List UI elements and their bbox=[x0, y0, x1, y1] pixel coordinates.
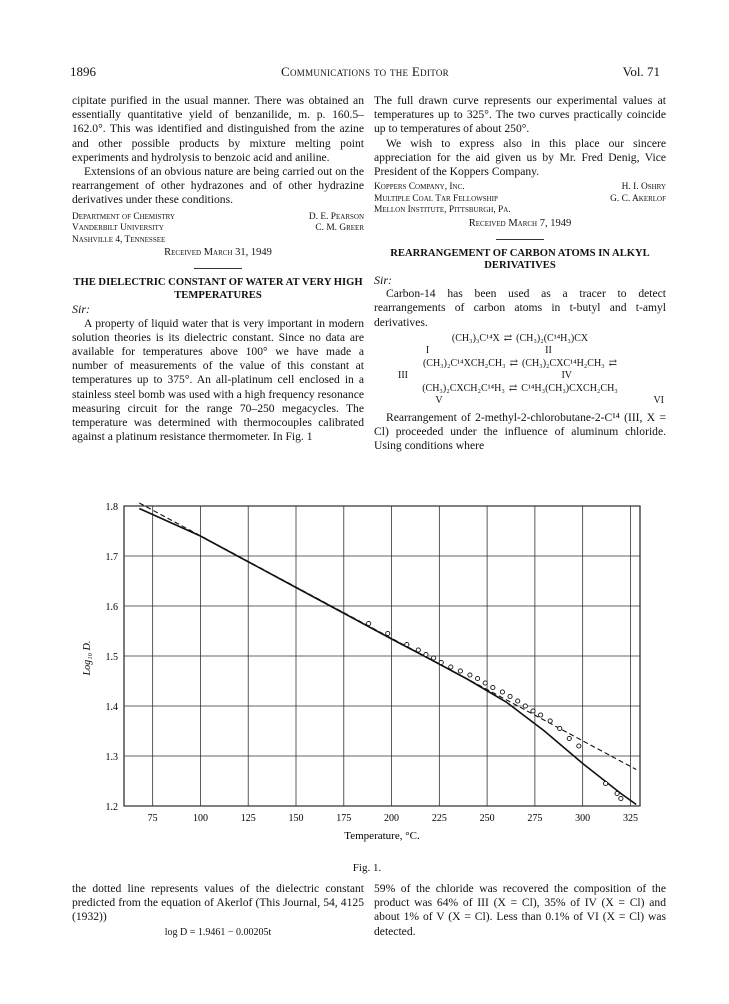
x-tick-label: 75 bbox=[147, 813, 158, 824]
y-tick-label: 1.4 bbox=[105, 702, 118, 713]
x-tick-label: 175 bbox=[336, 813, 352, 824]
x-tick-label: 200 bbox=[384, 813, 400, 824]
paragraph: The full drawn curve represents our experimental values at temperatures up to 325°. The two curves practically coincide up to temperatures of about 250°. bbox=[374, 94, 666, 136]
data-point bbox=[468, 673, 472, 677]
author-name: H. I. Oshry bbox=[621, 182, 666, 193]
data-point bbox=[539, 713, 543, 717]
equation: log D = 1.9461 − 0.00205t bbox=[164, 926, 272, 938]
received-date: Received March 7, 1949 bbox=[468, 217, 572, 229]
equation-labels bbox=[374, 395, 666, 408]
figure-caption: Fig. 1. bbox=[352, 862, 382, 874]
page-number: 1896 bbox=[70, 64, 96, 79]
paragraph: Rearrangement of 2-methyl-2-chlorobutane-2-C¹⁴ (III, X = Cl) proceeded under the influence of aluminum chloride. Using conditions where bbox=[374, 410, 666, 453]
y-tick-label: 1.6 bbox=[105, 602, 118, 613]
affiliation: Vanderbilt University bbox=[72, 223, 164, 234]
equation-row bbox=[374, 333, 666, 346]
affiliation: Nashville 4, Tennessee bbox=[72, 234, 166, 245]
article-title: THE DIELECTRIC CONSTANT OF WATER AT VERY HIGH TEMPERATURES bbox=[73, 277, 363, 301]
paragraph: Extensions of an obvious nature are being carried out on the rearrangement of other hydrazones and of other hydrazine derivatives under these conditions. bbox=[72, 165, 364, 207]
y-tick-label: 1.3 bbox=[105, 752, 118, 763]
paragraph: A property of liquid water that is very important in modern solution theories is its dielectric constant. Since no data are available for temperatures above 100° we have made a number of measurements of the value of this constant at temperatures up to 375°. An all-platinum cell enclosed in a stainless steel bomb was used with a high frequency resonance measuring circuit for the range 70–250 megacycles. The temperature was determined with thermocouples calibrated against a platinum resistance thermometer. In Fig. 1 bbox=[72, 316, 364, 444]
reaction-scheme bbox=[374, 333, 666, 408]
formula: (CH₃)₂CXCH₂C¹⁴H₃ bbox=[422, 382, 505, 394]
y-tick-label: 1.7 bbox=[105, 552, 118, 563]
data-point bbox=[500, 690, 504, 694]
equation-row bbox=[374, 383, 666, 396]
equilibrium-arrow-icon: ⇄ bbox=[503, 332, 513, 344]
received-date: Received March 31, 1949 bbox=[164, 247, 272, 259]
author-name: D. E. Pearson bbox=[308, 211, 364, 222]
data-point bbox=[449, 665, 453, 669]
x-tick-label: 250 bbox=[479, 813, 495, 824]
divider bbox=[496, 239, 544, 240]
data-point bbox=[523, 704, 527, 708]
compound-label: III bbox=[398, 370, 408, 382]
data-point bbox=[615, 791, 619, 795]
y-tick-label: 1.8 bbox=[105, 502, 118, 513]
x-tick-label: 225 bbox=[431, 813, 447, 824]
data-point bbox=[577, 744, 581, 748]
compound-label: I bbox=[425, 345, 430, 357]
paragraph: Carbon-14 has been used as a tracer to detect rearrangements of carbon atoms in t-butyl and t-amyl derivatives. bbox=[374, 287, 666, 329]
data-point bbox=[516, 699, 520, 703]
data-point bbox=[604, 781, 608, 785]
volume: Vol. 71 bbox=[622, 64, 660, 79]
signature-line bbox=[72, 235, 364, 247]
y-axis-label: Log₁₀ D. bbox=[82, 640, 93, 676]
data-point bbox=[475, 676, 479, 680]
data-point bbox=[386, 631, 390, 635]
data-point bbox=[558, 726, 562, 730]
x-tick-label: 275 bbox=[527, 813, 543, 824]
paragraph: the dotted line represents values of the dielectric constant predicted from the equation of Akerlof (This Journal, 54, 4125 (1932)) bbox=[72, 882, 364, 924]
data-point bbox=[439, 660, 443, 664]
formula: (CH₃)₃C¹⁴X bbox=[451, 332, 500, 344]
data-point bbox=[458, 669, 462, 673]
x-tick-label: 150 bbox=[288, 813, 304, 824]
affiliation: Mellon Institute, Pittsburgh, Pa. bbox=[374, 205, 511, 216]
x-tick-labels bbox=[148, 813, 638, 824]
equilibrium-arrow-icon: ⇄ bbox=[608, 357, 618, 369]
signature-line bbox=[374, 194, 666, 206]
affiliation: Koppers Company, Inc. bbox=[374, 182, 465, 193]
author-name: G. C. Akerlof bbox=[610, 193, 666, 204]
compound-label: V bbox=[435, 395, 443, 407]
signature-line bbox=[374, 205, 666, 217]
compound-label: VI bbox=[653, 395, 664, 407]
formula: (CH₃)₂CXC¹⁴H₂CH₃ bbox=[522, 357, 605, 369]
paragraph: We wish to express also in this place our sincere appreciation for the aid given us by Mr. Fred Denig, Vice President of the Koppers Company. bbox=[374, 136, 666, 179]
equation-labels bbox=[374, 345, 666, 358]
data-point bbox=[567, 736, 571, 740]
data-point bbox=[491, 685, 495, 689]
salutation: Sir: bbox=[72, 302, 90, 317]
bottom-right-column bbox=[374, 882, 666, 939]
data-point bbox=[432, 656, 436, 660]
affiliation: Department of Chemistry bbox=[72, 211, 175, 222]
y-tick-label: 1.5 bbox=[105, 652, 118, 663]
affiliation: Multiple Coal Tar Fellowship bbox=[374, 193, 498, 204]
formula: (CH₃)₂C¹⁴XCH₂CH₃ bbox=[422, 357, 506, 369]
data-point bbox=[619, 796, 623, 800]
chart-series bbox=[139, 503, 636, 805]
y-tick-label: 1.2 bbox=[105, 802, 118, 813]
paragraph: cipitate purified in the usual manner. There was obtained an essentially quantitative yield of benzanilide, m. p. 160.5–162.0°. This was identified and distinguished from the azine and other possible products by mixture melting point experiments and hydrolysis to benzoic acid and aniline. bbox=[72, 94, 364, 164]
data-point bbox=[508, 694, 512, 698]
data-point bbox=[424, 652, 428, 656]
formula: (CH₃)₂(C¹⁴H₃)CX bbox=[516, 332, 589, 344]
right-column bbox=[374, 94, 666, 453]
paragraph: 59% of the chloride was recovered the composition of the product was 64% of III (X = Cl), 35% of IV (X = Cl) and about 1% of V (X = Cl). Less than 0.1% of VI (X = Cl) was detected. bbox=[374, 882, 666, 938]
page-header bbox=[70, 64, 660, 80]
equilibrium-arrow-icon: ⇄ bbox=[509, 357, 518, 369]
equation-labels bbox=[374, 370, 666, 383]
experimental-curve bbox=[139, 509, 636, 805]
compound-label: IV bbox=[561, 370, 572, 382]
equation-row bbox=[374, 358, 666, 371]
x-tick-label: 100 bbox=[192, 813, 208, 824]
x-tick-label: 300 bbox=[575, 813, 591, 824]
author-name: C. M. Greer bbox=[315, 223, 364, 234]
x-tick-label: 325 bbox=[622, 813, 638, 824]
left-column bbox=[72, 94, 364, 444]
signature-line bbox=[72, 223, 364, 235]
formula: C¹⁴H₃(CH₃)CXCH₂CH₃ bbox=[521, 382, 618, 394]
chart-grid bbox=[124, 506, 640, 806]
x-axis-label: Temperature, °C. bbox=[344, 830, 420, 842]
data-point bbox=[416, 648, 420, 652]
data-point bbox=[531, 709, 535, 713]
dielectric-chart bbox=[72, 496, 662, 861]
salutation: Sir: bbox=[374, 272, 392, 287]
compound-label: II bbox=[545, 345, 552, 357]
article-title: REARRANGEMENT OF CARBON ATOMS IN ALKYL DERIVATIVES bbox=[390, 247, 650, 272]
data-point bbox=[483, 681, 487, 685]
y-tick-labels bbox=[106, 502, 119, 813]
journal-section: Communications to the Editor bbox=[281, 64, 449, 79]
data-point bbox=[405, 642, 409, 646]
bottom-left-column bbox=[72, 882, 364, 940]
signature-line bbox=[72, 212, 364, 224]
divider bbox=[194, 268, 242, 269]
signature-line bbox=[374, 182, 666, 194]
data-point bbox=[548, 719, 552, 723]
x-tick-label: 125 bbox=[240, 813, 256, 824]
figure-1 bbox=[72, 496, 662, 876]
equilibrium-arrow-icon: ⇄ bbox=[508, 382, 518, 394]
data-point bbox=[367, 621, 371, 625]
